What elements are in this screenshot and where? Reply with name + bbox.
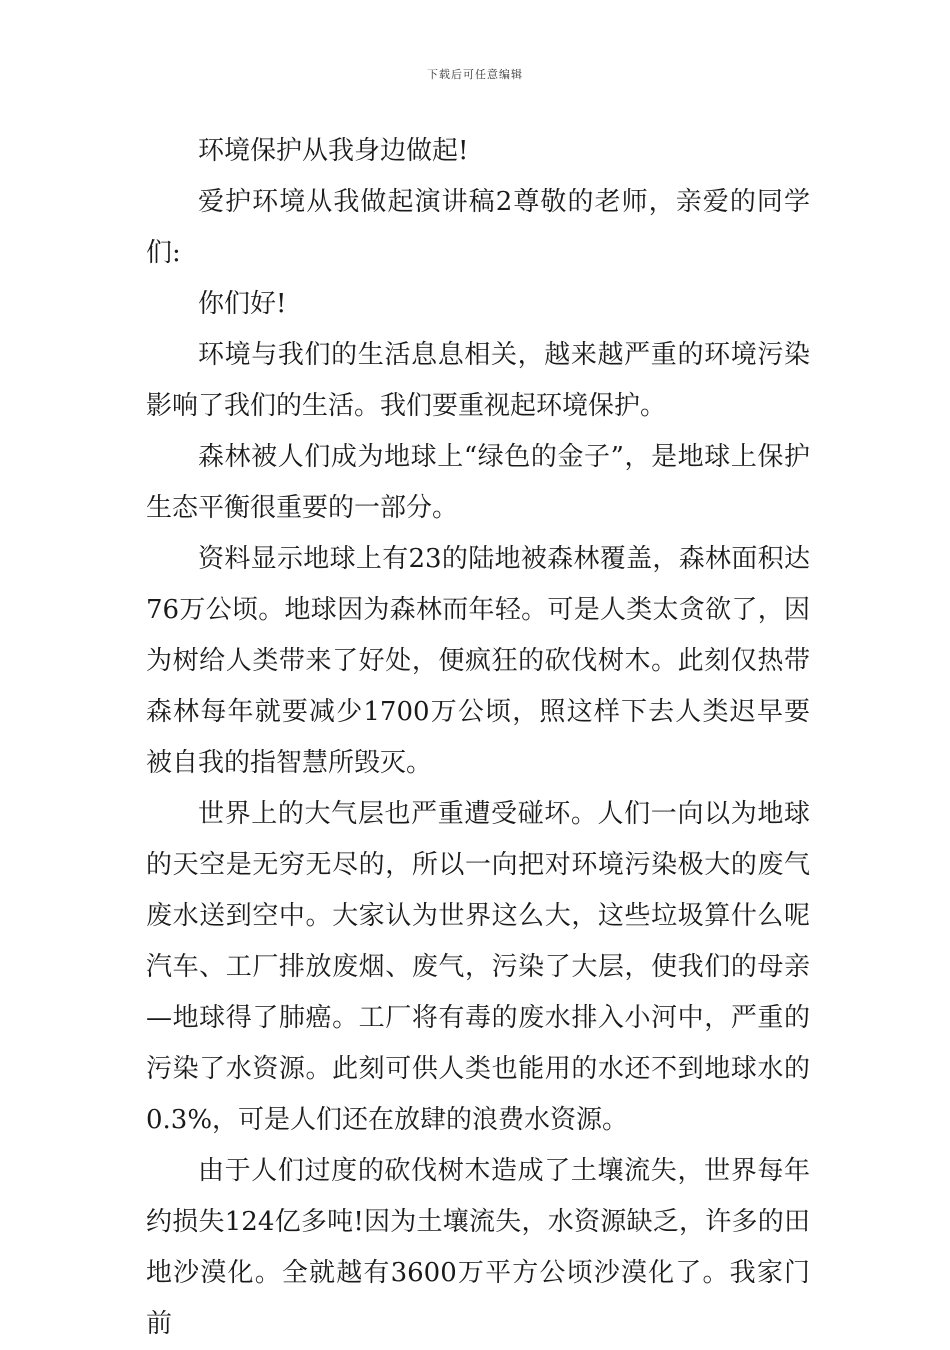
paragraph-title: 环境保护从我身边做起!	[198, 136, 469, 166]
paragraph-atmosphere: 世界上的大气层也严重遭受碰坏。人们一向以为地球的天空是无穷无尽的，所以一向把对环境污染极大的废气废水送到空中。大家认为世界这么大，这些垃圾算什么呢汽车、工厂排放废烟、废气，污染了大层，使我们的母亲—地球得了肺癌。工厂将有毒的废水排入小河中，严重的污染了水资源。此刻可供人类也能用的水还不到地球水的0.3%，可是人们还在放肆的浪费水资源。	[146, 799, 810, 1135]
paragraph-forest: 森林被人们成为地球上“绿色的金子”，是地球上保护生态平衡很重要的一部分。	[146, 442, 810, 523]
paragraph-soil: 由于人们过度的砍伐树木造成了土壤流失，世界每年约损失124亿多吨!因为土壤流失，水资源缺乏，许多的田地沙漠化。全就越有3600万平方公顷沙漠化了。我家门前	[146, 1156, 810, 1339]
paragraph-environment: 环境与我们的生活息息相关，越来越严重的环境污染影响了我们的生活。我们要重视起环境保护。	[146, 340, 810, 421]
paragraph-salutation: 爱护环境从我做起演讲稿2尊敬的老师，亲爱的同学们:	[146, 187, 810, 268]
document-body	[146, 126, 810, 1350]
paragraph-forest-data: 资料显示地球上有23的陆地被森林覆盖，森林面积达76万公顷。地球因为森林而年轻。可是人类太贪欲了，因为树给人类带来了好处，便疯狂的砍伐树木。此刻仅热带森林每年就要减少1700万公顷，照这样下去人类迟早要被自我的指智慧所毁灭。	[146, 544, 810, 778]
paragraph-greeting: 你们好!	[198, 289, 287, 319]
header-note: 下载后可任意编辑	[427, 68, 523, 81]
